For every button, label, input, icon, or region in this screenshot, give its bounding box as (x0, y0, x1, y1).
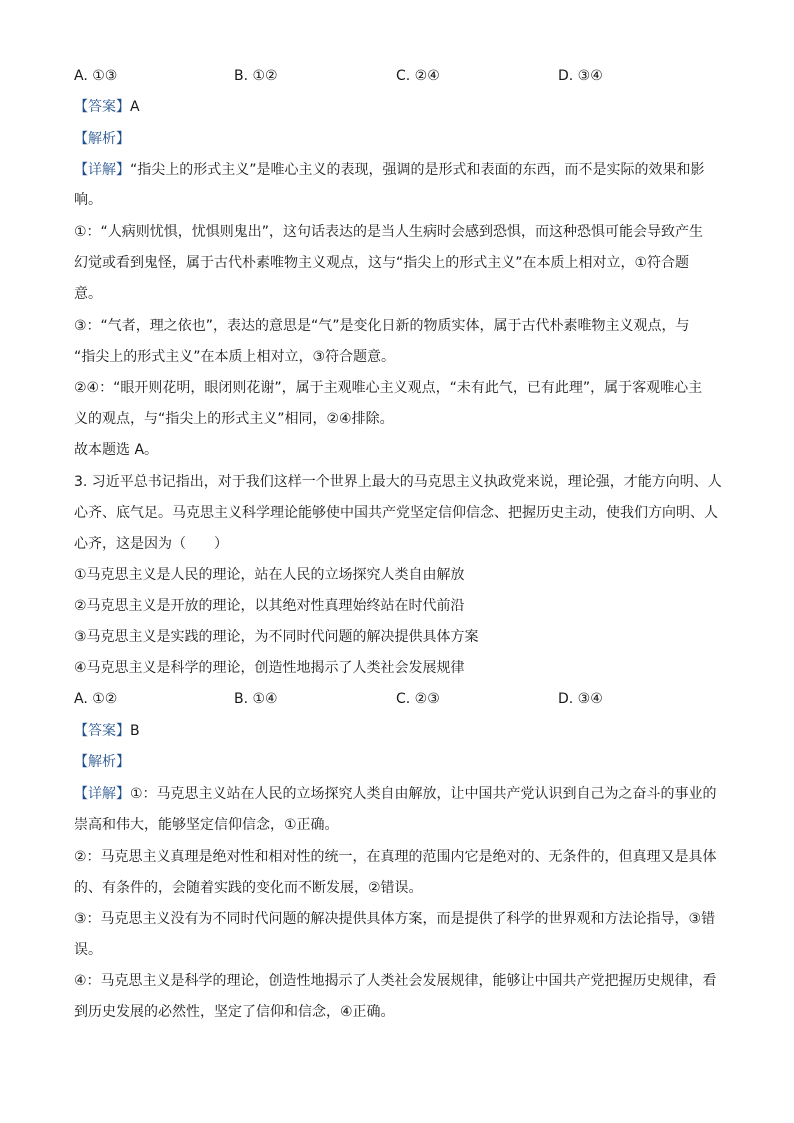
q2-detail-line: “指尖上的形式主义”在本质上相对立，③符合题意。 (74, 349, 396, 365)
q3-detail-line: ③：马克思主义没有为不同时代问题的解决提供具体方案，而是提供了科学的世界观和方法论指导，③错 (74, 911, 716, 927)
q3-detail-line: 崇高和伟大，能够坚定信仰信念，①正确。 (74, 817, 339, 833)
answer-label: 【答案】 (74, 723, 130, 739)
q3-detail-line: 的、有条件的，会随着实践的变化而不断发展，②错误。 (74, 880, 423, 896)
answer-value: B (130, 723, 140, 739)
q3-detail-line: ④：马克思主义是科学的理论，创造性地揭示了人类社会发展规律，能够让中国共产党把握历史规律，看 (74, 973, 717, 989)
q3-statement: ③马克思主义是实践的理论，为不同时代问题的解决提供具体方案 (74, 629, 479, 645)
detail-label: 【详解】 (74, 162, 130, 178)
q3-statement: ④马克思主义是科学的理论，创造性地揭示了人类社会发展规律 (74, 660, 465, 676)
q2-options (74, 66, 734, 86)
q2-detail-line: 故本题选 A。 (74, 442, 159, 458)
detail-label: 【详解】 (74, 786, 130, 802)
q3-option-d: D. ③④ (558, 691, 603, 707)
q3-statement: ①马克思主义是人民的理论，站在人民的立场探究人类自由解放 (74, 567, 465, 583)
q2-option-c: C. ②④ (396, 68, 440, 84)
q3-stem-line: 3. 习近平总书记指出，对于我们这样一个世界上最大的马克思主义执政党来说，理论强，才能方向明、人 (74, 474, 722, 490)
q2-option-d: D. ③④ (558, 68, 603, 84)
q3-option-c: C. ②③ (396, 691, 440, 707)
q2-analysis-label: 【解析】 (74, 131, 130, 147)
q2-answer (74, 97, 140, 117)
q3-stem-line: 心齐，这是因为（ ） (74, 536, 228, 552)
q3-option-b: B. ①④ (234, 691, 278, 707)
q2-detail-line: ①：“人病则忧惧，忧惧则鬼出”，这句话表达的是当人生病时会感到恐惧，而这种恐惧可能会导致产生 (74, 224, 704, 240)
q2-detail-line: 意。 (74, 286, 102, 302)
answer-label: 【答案】 (74, 99, 130, 115)
q3-detail-line: 误。 (74, 942, 102, 958)
q2-detail-line: ②④：“眼开则花明，眼闭则花谢”，属于主观唯心主义观点，“未有此气，已有此理”，属于客观唯心主 (74, 380, 703, 396)
q3-detail-line: 【详解】①：马克思主义站在人民的立场探究人类自由解放，让中国共产党认识到自己为之奋斗的事业的 (74, 786, 717, 802)
q3-detail-line: ②：马克思主义真理是绝对性和相对性的统一，在真理的范围内它是绝对的、无条件的，但真理又是具体 (74, 849, 717, 865)
q3-analysis-label: 【解析】 (74, 754, 130, 770)
q3-detail-line: 到历史发展的必然性，坚定了信仰和信念，④正确。 (74, 1004, 395, 1020)
q3-answer (74, 721, 140, 741)
q2-detail-line: 义的观点，与“指尖上的形式主义”相同，②④排除。 (74, 411, 394, 427)
q3-stem-line: 心齐、底气足。马克思主义科学理论能够使中国共产党坚定信仰信念、把握历史主动，使我们方向明、人 (74, 505, 718, 521)
q2-option-a: A. ①③ (74, 68, 118, 84)
q3-option-a: A. ①② (74, 691, 118, 707)
q3-statement: ②马克思主义是开放的理论，以其绝对性真理始终站在时代前沿 (74, 598, 465, 614)
q2-detail-line: 响。 (74, 192, 102, 208)
q2-detail-line: ③：“气者，理之依也”，表达的意思是“气”是变化日新的物质实体，属于古代朴素唯物主义观点，与 (74, 318, 690, 334)
q2-detail-line: 【详解】“指尖上的形式主义”是唯心主义的表现，强调的是形式和表面的东西，而不是实际的效果和影 (74, 162, 705, 178)
answer-value: A (130, 99, 140, 115)
q2-option-b: B. ①② (234, 68, 278, 84)
q2-detail-line: 幻觉或看到鬼怪，属于古代朴素唯物主义观点，这与“指尖上的形式主义”在本质上相对立，①符合题 (74, 255, 690, 271)
q3-options (74, 689, 734, 709)
